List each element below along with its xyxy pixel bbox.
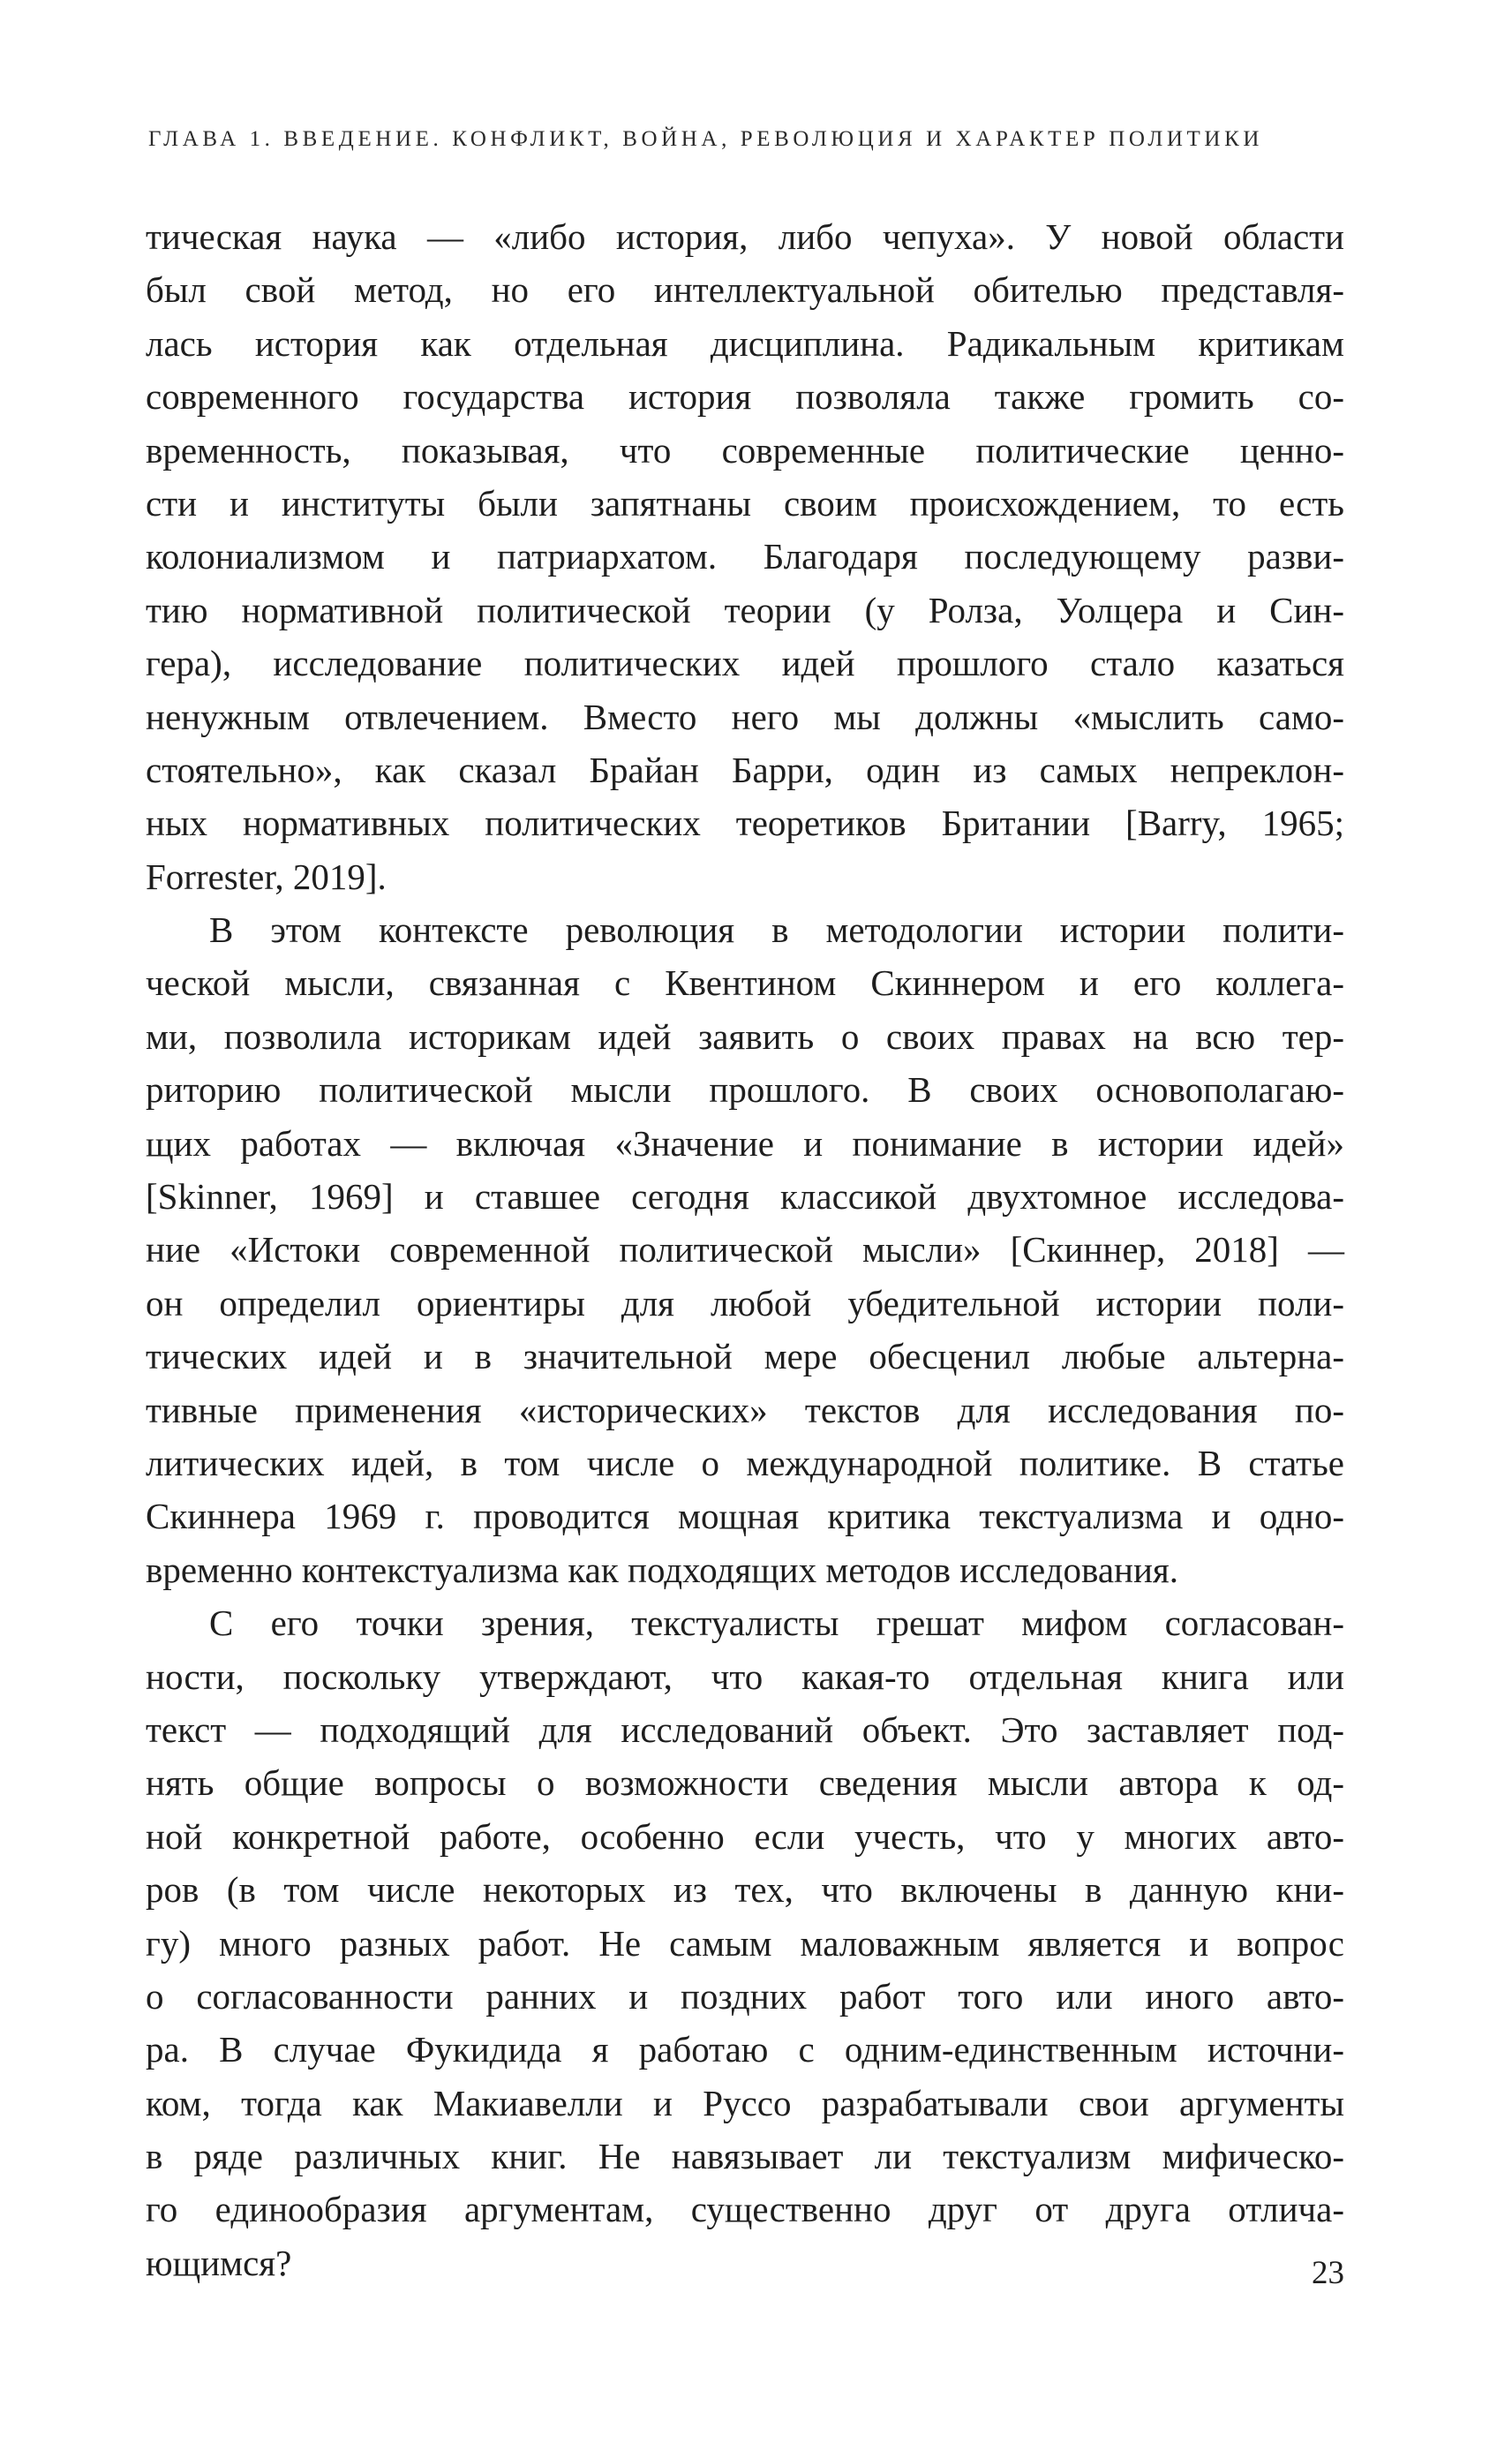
paragraph-2 (146, 903, 1344, 1596)
text-line: ной конкретной работе, особенно если учесть, что у многих авто- (146, 1815, 1344, 1857)
text-line: литических идей, в том числе о международной политике. В статье (146, 1442, 1344, 1483)
text-line: текст — подходящий для исследований объект. Это заставляет под- (146, 1708, 1344, 1750)
text-line: тивные применения «исторических» текстов для исследования по- (146, 1389, 1344, 1430)
paragraph-1 (146, 210, 1344, 903)
text-line: ных нормативных политических теоретиков Британии [Barry, 1965; (146, 803, 1344, 844)
text-line: в ряде различных книг. Не навязывает ли текстуализм мифическо- (146, 2136, 1344, 2177)
text-line: современного государства история позволяла также громить со- (146, 376, 1344, 418)
text-line: тическая наука — «либо история, либо чепуха». У новой области (146, 216, 1344, 257)
page-number: 23 (1312, 2255, 1344, 2291)
text-line: гера), исследование политических идей прошлого стало казаться (146, 643, 1344, 684)
text-line: [Skinner, 1969] и ставшее сегодня классикой двухтомное исследова- (146, 1176, 1344, 1218)
paragraph-3 (146, 1596, 1344, 2289)
text-line: ненужным отвлечением. Вместо него мы должны «мыслить само- (146, 696, 1344, 737)
text-line: ров (в том числе некоторых из тех, что включены в данную кни- (146, 1869, 1344, 1911)
text-line: стоятельно», как сказал Брайан Барри, один из самых непреклон- (146, 749, 1344, 790)
text-line: ческой мысли, связанная с Квентином Скиннером и его коллега- (146, 962, 1344, 1004)
text-line: временность, показывая, что современные политические ценно- (146, 429, 1344, 471)
text-line: временно контекстуализма как подходящих методов исследования. (146, 1549, 1179, 1590)
text-line: лась история как отдельная дисциплина. Радикальным критикам (146, 322, 1344, 364)
text-line: ми, позволила историкам идей заявить о своих правах на всю тер- (146, 1015, 1344, 1057)
text-line: колониализмом и патриархатом. Благодаря последующему разви- (146, 536, 1344, 577)
text-line: ности, поскольку утверждают, что какая-то отдельная книга или (146, 1655, 1344, 1697)
text-line: сти и институты были запятнаны своим происхождением, то есть (146, 482, 1344, 524)
text-line: го единообразия аргументам, существенно друг от друга отлича- (146, 2189, 1344, 2230)
text-line: он определил ориентиры для любой убедительной истории поли- (146, 1282, 1344, 1324)
text-line: ние «Истоки современной политической мысли» [Скиннер, 2018] — (146, 1229, 1344, 1271)
running-head: ГЛАВА 1. ВВЕДЕНИЕ. КОНФЛИКТ, ВОЙНА, РЕВОЛЮЦИЯ И ХАРАКТЕР ПОЛИТИКИ (148, 127, 1264, 151)
text-line: ком, тогда как Макиавелли и Руссо разрабатывали свои аргументы (146, 2082, 1344, 2123)
text-line: ющимся? (146, 2242, 292, 2283)
text-line: был свой метод, но его интеллектуальной обителью представля- (146, 269, 1344, 311)
text-line: С его точки зрения, текстуалисты грешат мифом согласован- (209, 1603, 1344, 1644)
text-line: Forrester, 2019]. (146, 856, 387, 897)
text-line: о согласованности ранних и поздних работ того или иного авто- (146, 1975, 1344, 2017)
text-line: ра. В случае Фукидида я работаю с одним-единственным источни- (146, 2029, 1344, 2070)
text-line: тию нормативной политической теории (у Ролза, Уолцера и Син- (146, 589, 1344, 630)
text-line: щих работах — включая «Значение и понимание в истории идей» (146, 1122, 1344, 1164)
text-line: тических идей и в значительной мере обесценил любые альтерна- (146, 1336, 1344, 1377)
text-line: гу) много разных работ. Не самым маловажным является и вопрос (146, 1922, 1344, 1964)
text-line: нять общие вопросы о возможности сведения мысли автора к од- (146, 1762, 1344, 1804)
text-line: Скиннера 1969 г. проводится мощная критика текстуализма и одно- (146, 1496, 1344, 1537)
text-line: риторию политической мысли прошлого. В своих основополагаю- (146, 1069, 1344, 1111)
text-line: В этом контексте революция в методологии истории полити- (209, 909, 1344, 951)
body-text (146, 210, 1344, 2289)
